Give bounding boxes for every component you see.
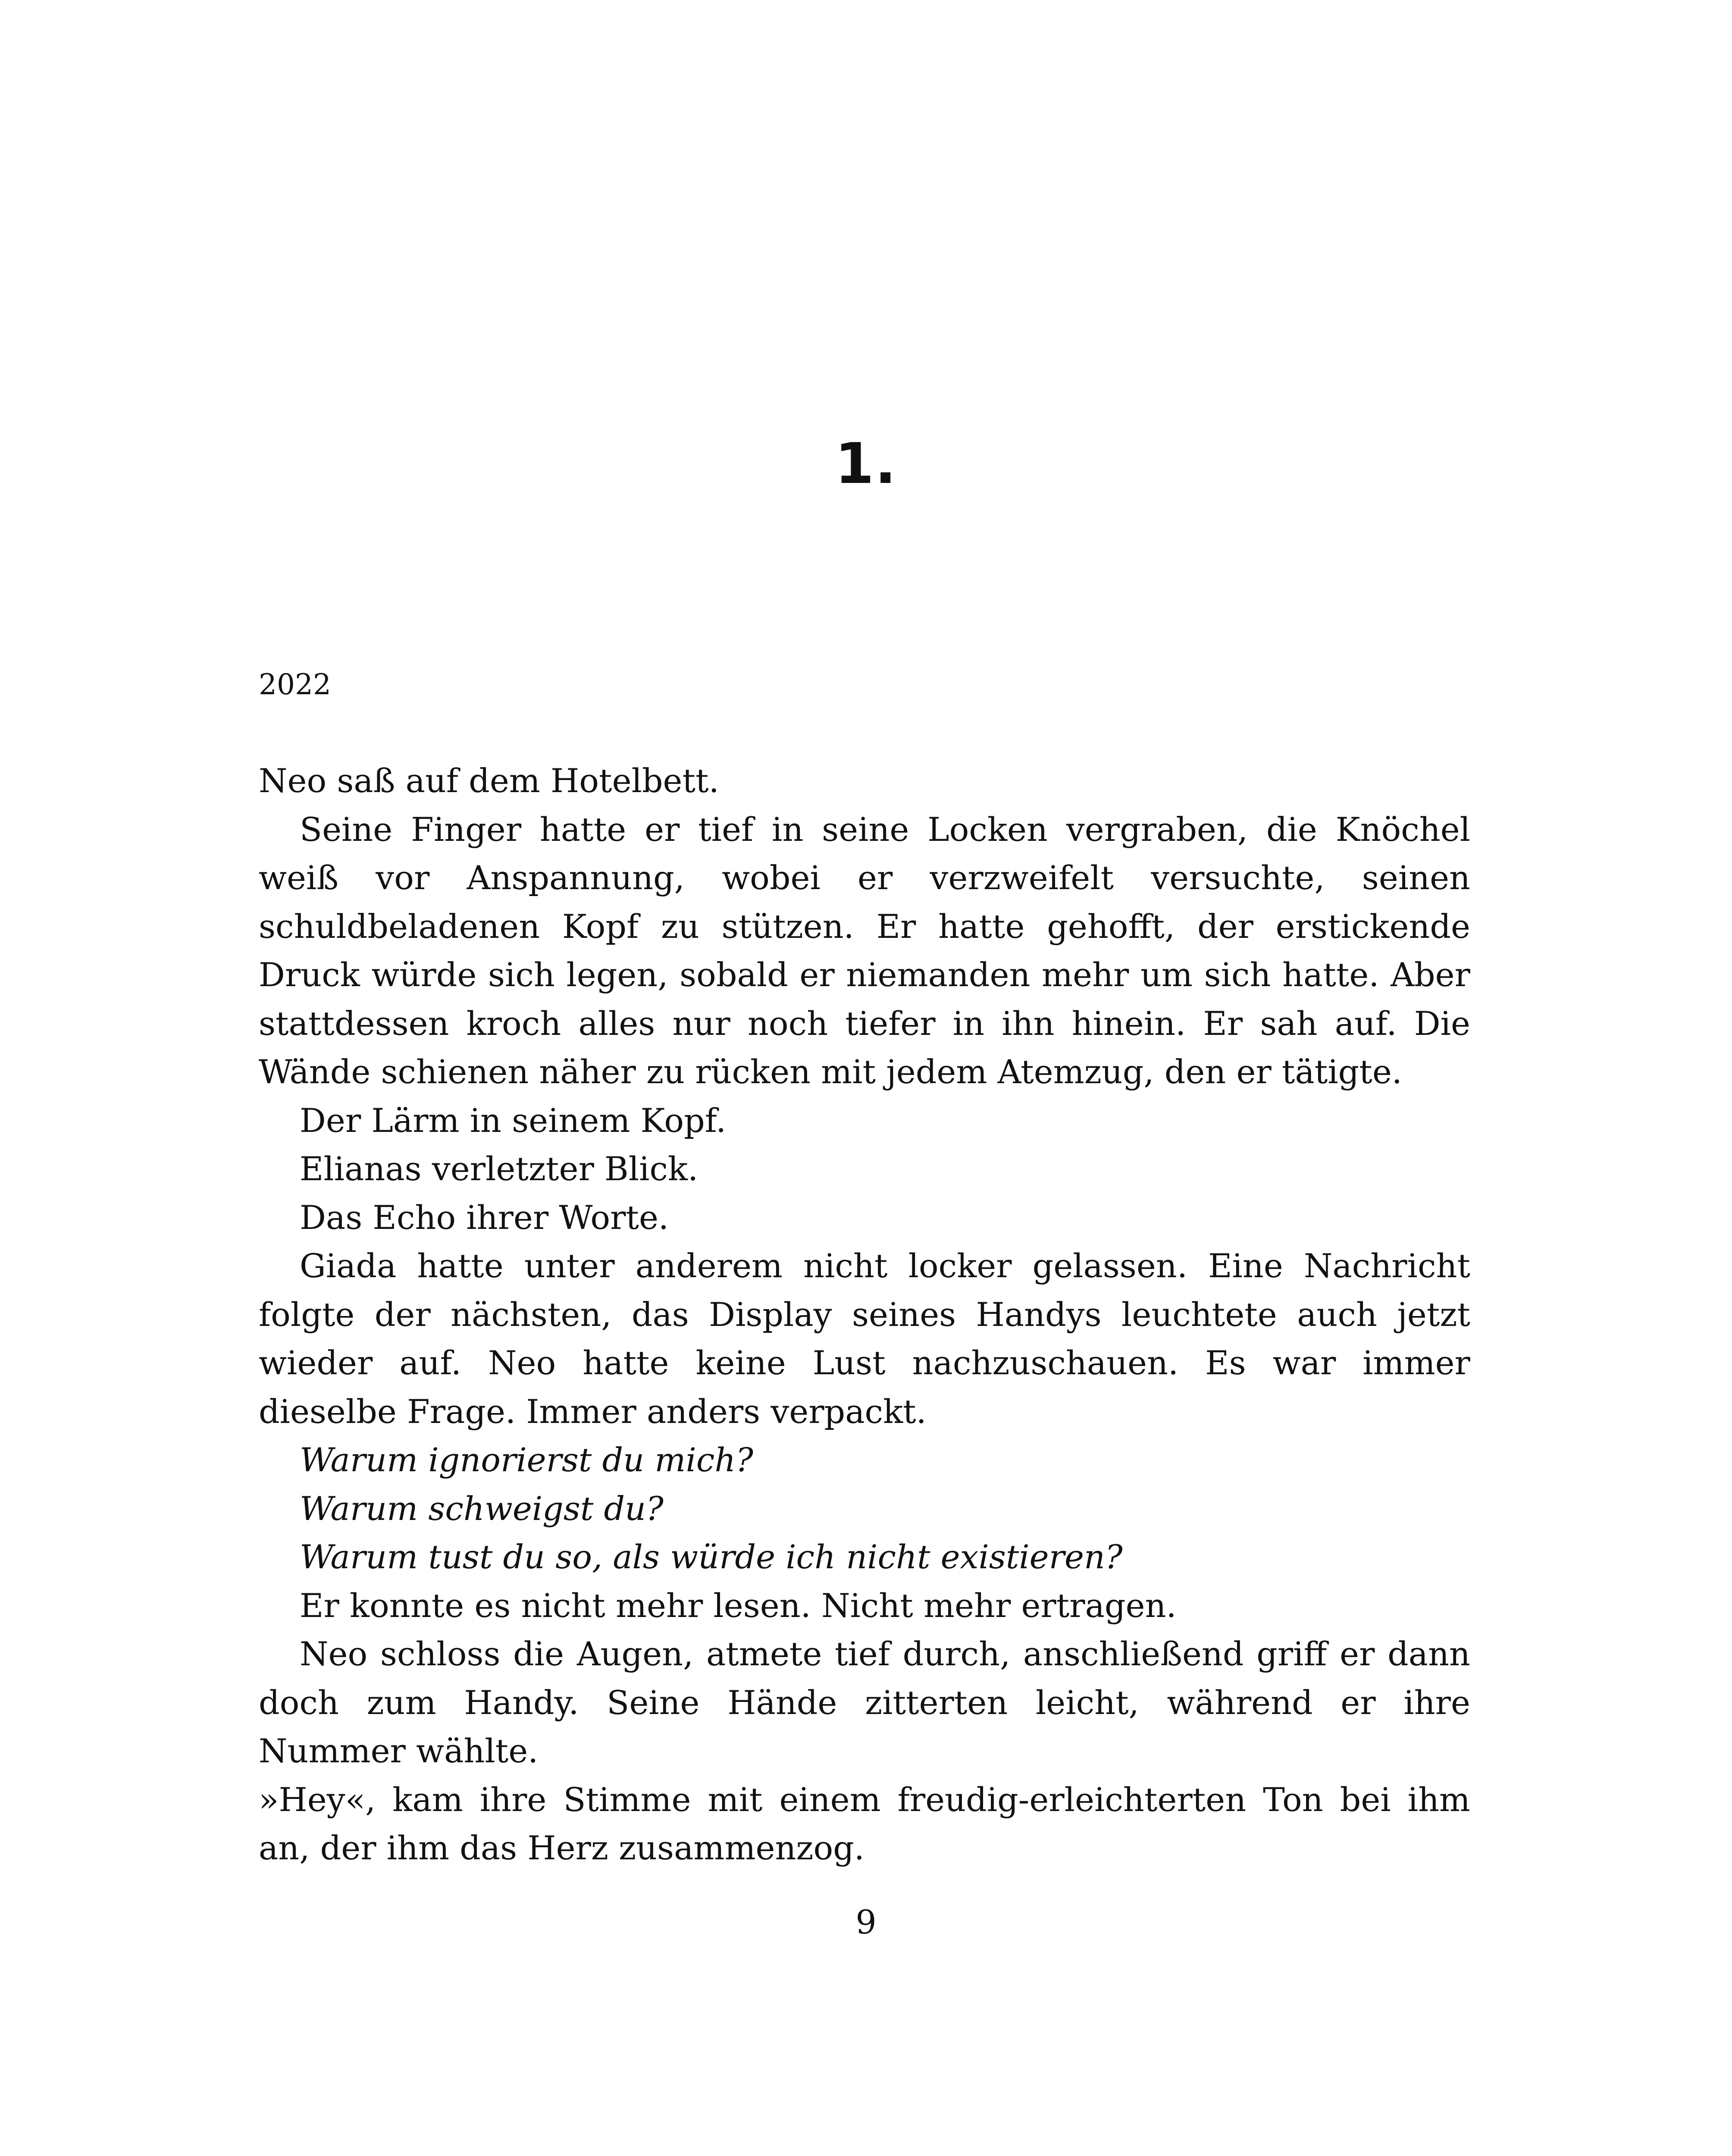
paragraph: Er konnte es nicht mehr lesen. Nicht mehr ertragen. <box>300 1586 1177 1625</box>
chapter-number: 1. <box>835 431 897 496</box>
paragraph: Seine Finger hatte er tief in seine Locken vergraben, die Knöchel weiß vor Anspannung, wobei er verzweifelt versuchte, seinen schuldbeladenen Kopf zu stützen. Er hatte gehofft, der erstickende Druck würde sich legen, sobald er niemanden mehr um sich hatte. Aber stattdessen kroch alles nur noch tiefer in ihn hinein. Er sah auf. Die Wände schienen näher zu rücken mit jedem Atemzug, den er tätigte. <box>259 810 1470 1091</box>
italic-message-line: Warum schweigst du? <box>300 1489 664 1528</box>
paragraph: Das Echo ihrer Worte. <box>300 1198 669 1237</box>
section-year: 2022 <box>259 668 331 701</box>
paragraph: Neo saß auf dem Hotelbett. <box>259 761 719 800</box>
paragraph: Giada hatte unter anderem nicht locker gelassen. Eine Nachricht folgte der nächsten, das Display seines Handys leuchtete auch jetzt wieder auf. Neo hatte keine Lust nachzuschauen. Es war immer dieselbe Frage. Immer anders verpackt. <box>259 1247 1470 1431</box>
paragraph: Elianas verletzter Blick. <box>300 1150 698 1188</box>
page-number: 9 <box>855 1903 877 1941</box>
body-text <box>259 757 1470 1873</box>
paragraph: Der Lärm in seinem Kopf. <box>300 1101 727 1140</box>
paragraph: Neo schloss die Augen, atmete tief durch, anschließend griff er dann doch zum Handy. Seine Hände zitterten leicht, während er ihre Nummer wählte. <box>259 1635 1470 1770</box>
italic-message-line: Warum ignorierst du mich? <box>300 1441 754 1479</box>
paragraph: »Hey«, kam ihre Stimme mit einem freudig-erleichterten Ton bei ihm an, der ihm das Herz zusammenzog. <box>259 1780 1470 1867</box>
italic-message-line: Warum tust du so, als würde ich nicht existieren? <box>300 1538 1123 1576</box>
